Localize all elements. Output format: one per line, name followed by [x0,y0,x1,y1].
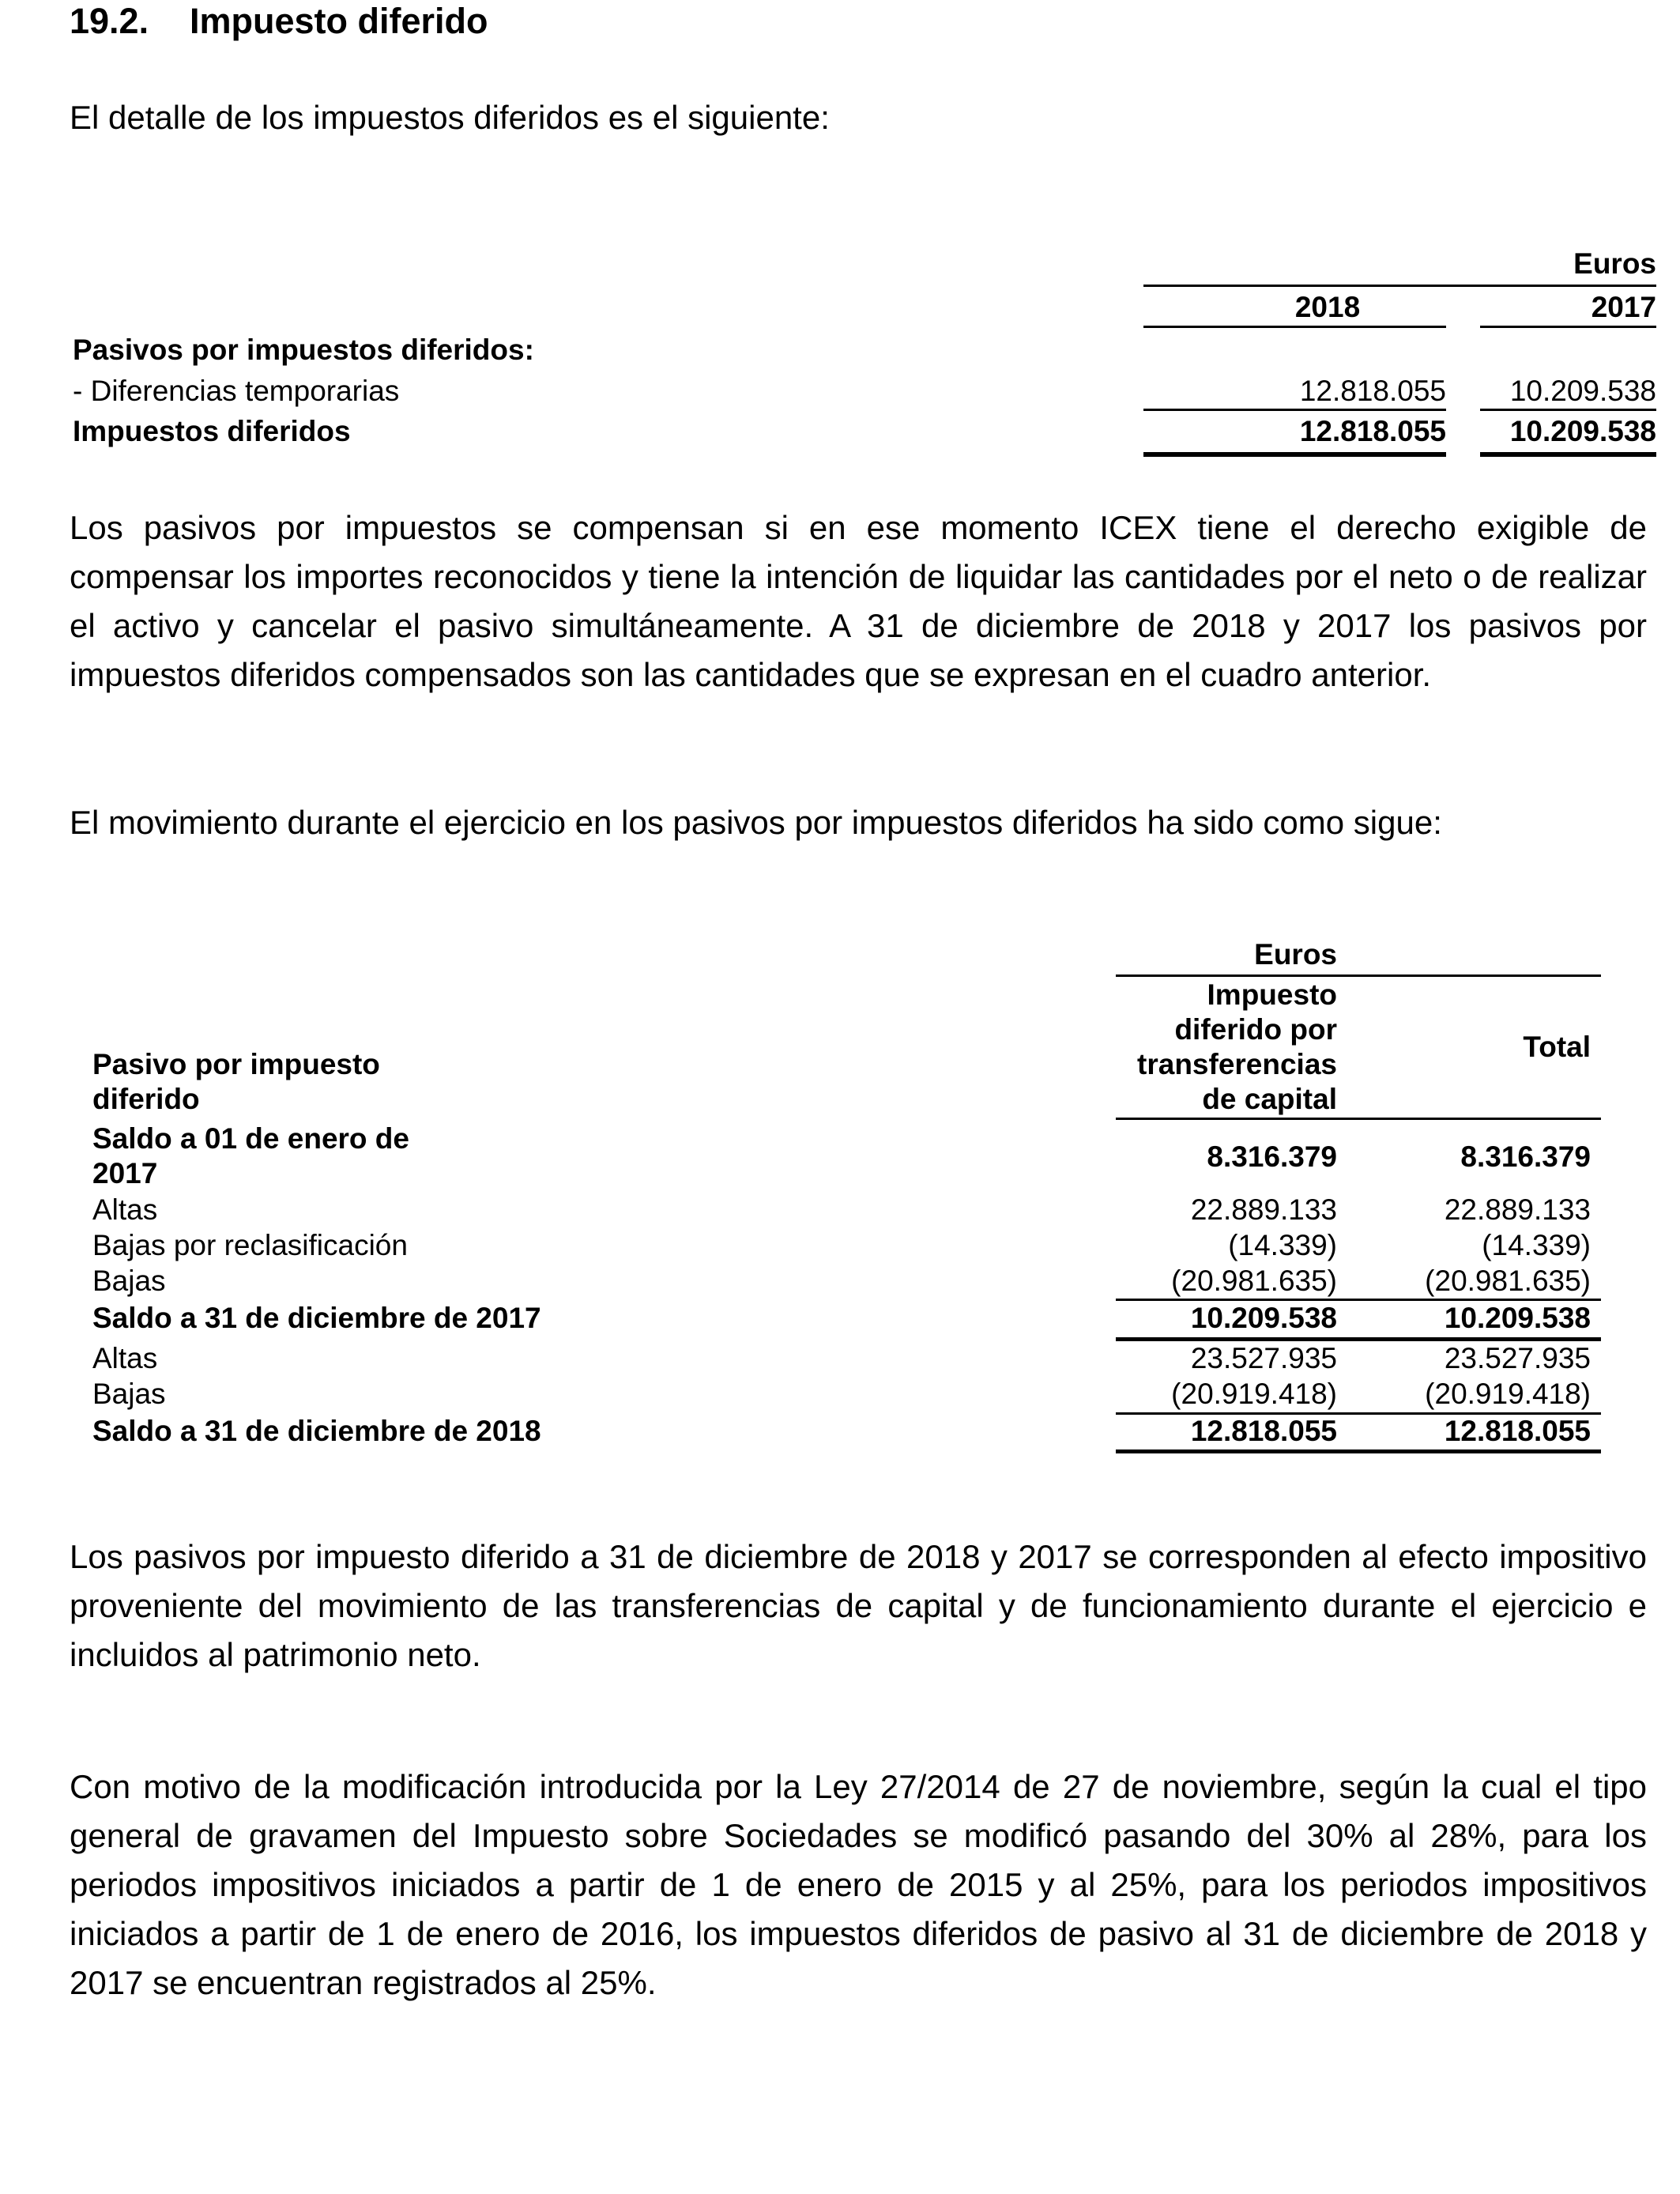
table1-unit-header: Euros [1573,247,1656,280]
table1-total-2018: 12.818.055 [1299,415,1446,447]
table2-row-label: Saldo a 01 de enero de 2017 [92,1122,409,1189]
table2-cell-total: 12.818.055 [1444,1415,1591,1447]
table1-col-2018: 2018 [1294,291,1361,323]
table1-bottom-rule-2018 [1143,452,1446,457]
table1-total-label: Impuestos diferidos [73,415,351,447]
table2-row-label: Altas [92,1342,158,1374]
table1-bottom-rule-2017 [1480,452,1656,457]
table2-cell-impuesto: 23.527.935 [1190,1342,1337,1374]
intro-text: El detalle de los impuestos diferidos es el siguiente: [70,99,830,136]
table2-row-header: Pasivo por impuesto diferido [92,1048,380,1115]
table1-total-2017: 10.209.538 [1509,415,1656,447]
table2-unit-header: Euros [1254,938,1337,971]
table2-unit-rule [1116,974,1601,977]
table1-col-rule-2018 [1143,326,1446,328]
table2-row-label: Altas [92,1193,158,1226]
paragraph-compensation: Los pasivos por impuestos se compensan si en ese momento ICEX tiene el derecho exigible de compensar los importes reconocidos y tiene la intención de liquidar las cantidades por el neto o de realizar el activo y cancelar el pasivo simultáneamente. A 31 de diciembre de 2018 y 2017 los pasivos por impuestos diferidos compensados son las cantidades que se expresan en el cuadro anterior. [70,509,1647,693]
table2-header-rule [1116,1118,1601,1120]
table2-cell-impuesto: (14.339) [1228,1229,1337,1261]
table2-cell-total: 22.889.133 [1444,1193,1591,1226]
intro-movement-text: El movimiento durante el ejercicio en los pasivos por impuestos diferidos ha sido como sigue: [70,804,1442,841]
table2-row-label: Saldo a 31 de diciembre de 2018 [92,1415,541,1447]
table2-cell-total: (20.919.418) [1425,1378,1591,1410]
table2-row-label: Bajas [92,1265,166,1297]
table2-col2-header: Total [1523,1031,1591,1063]
section-number: 19.2. [70,1,149,41]
table2-cell-total: 8.316.379 [1460,1140,1591,1173]
table2-row-label: Bajas por reclasificación [92,1229,408,1261]
section-title: Impuesto diferido [190,1,488,41]
table2-cell-impuesto: (20.919.418) [1171,1378,1337,1410]
table2-cell-impuesto: 10.209.538 [1190,1302,1337,1334]
table2-cell-impuesto: 22.889.133 [1190,1193,1337,1226]
table2-row-label: Bajas [92,1378,166,1410]
table1-col-2017: 2017 [1591,291,1656,323]
table2-cell-impuesto: 8.316.379 [1207,1140,1337,1173]
paragraph-tax-rate: Con motivo de la modificación introducida por la Ley 27/2014 de 27 de noviembre, según la cual el tipo general de gravamen del Impuesto sobre Sociedades se modificó pasando del 30% al 28%, para los periodos impositivos iniciados a partir de 1 de enero de 2015 y al 25%, para los periodos impositivos iniciados a partir de 1 de enero de 2016, los impuestos diferidos de pasivo al 31 de diciembre de 2018 y 2017 se encuentran registrados al 25%. [70,1768,1647,2001]
table1-section-label: Pasivos por impuestos diferidos: [73,334,534,366]
table2-cell-total: (14.339) [1482,1229,1591,1261]
section-heading [70,0,488,43]
table1-cell-2017: 10.209.538 [1509,375,1656,407]
table1-cell-2018: 12.818.055 [1299,375,1446,407]
table2-bottom-rule [1116,1449,1601,1453]
table2-cell-total: (20.981.635) [1425,1265,1591,1297]
table2-row-label: Saldo a 31 de diciembre de 2017 [92,1302,541,1334]
table2-cell-total: 10.209.538 [1444,1302,1591,1334]
table1-col-rule-2017 [1480,326,1656,328]
table2-cell-impuesto: (20.981.635) [1171,1265,1337,1297]
table2-cell-impuesto: 12.818.055 [1190,1415,1337,1447]
table2-col1-header: Impuesto diferido por transferencias de capital [1137,978,1337,1115]
table2-cell-total: 23.527.935 [1444,1342,1591,1374]
paragraph-deferred-origin: Los pasivos por impuesto diferido a 31 de diciembre de 2018 y 2017 se corresponden al efecto impositivo proveniente del movimiento de las transferencias de capital y de funcionamiento durante el ejercicio e incluidos al patrimonio neto. [70,1538,1647,1673]
table1-row-label: - Diferencias temporarias [73,375,400,407]
